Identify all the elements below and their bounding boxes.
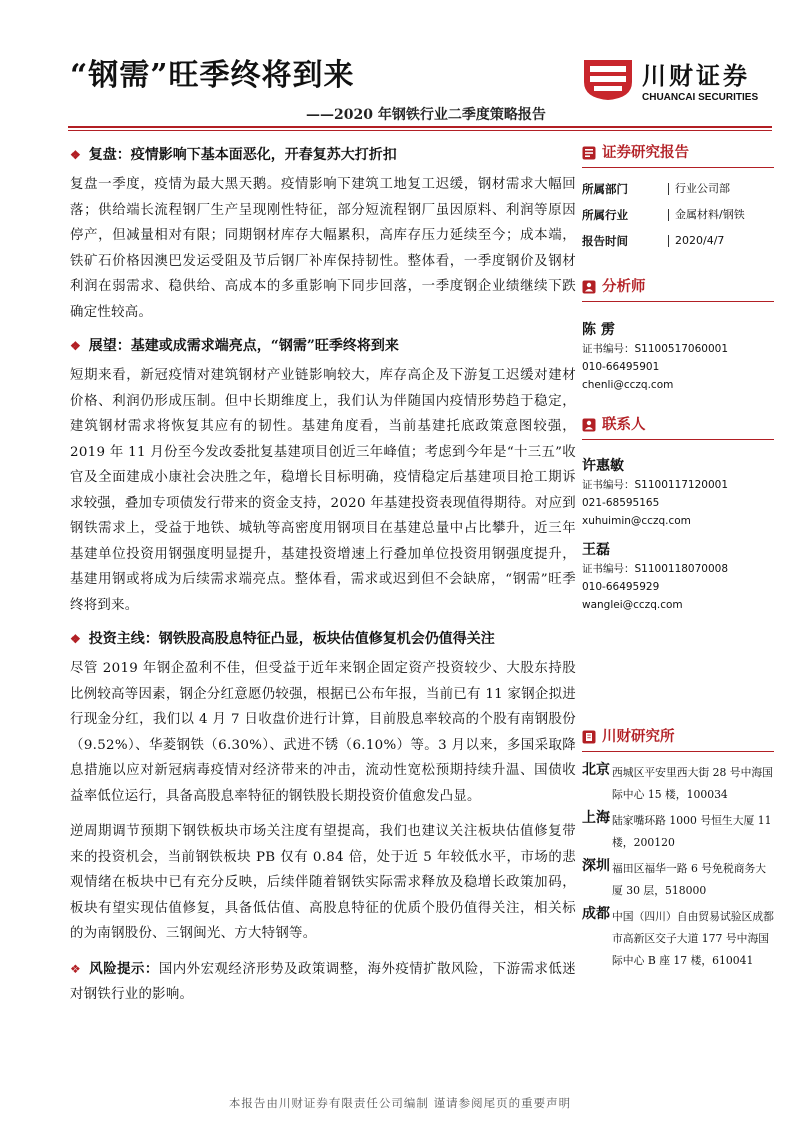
risk-text: 国内外宏观经济形势及政策调整，海外疫情扩散风险，下游需求低迷对钢铁行业的影响。 xyxy=(70,961,576,1002)
sidebar xyxy=(582,142,774,974)
contact-phone: 021-68595165 xyxy=(582,497,660,509)
contact-cert: 证书编号：S1100118070008 xyxy=(582,563,729,575)
building-icon xyxy=(582,730,596,744)
diamond-bullet-icon: ❖ xyxy=(70,632,81,646)
contact-phone: 010-66495929 xyxy=(582,581,660,593)
report-info-header: 证券研究报告 xyxy=(582,142,774,168)
header-rule xyxy=(68,126,772,128)
section-paragraph: 复盘一季度，疫情为最大黑天鹅。疫情影响下建筑工地复工迟缓，钢材需求大幅回落；供给端长流程钢厂生产呈现刚性特征，部分短流程钢厂虽因原料、利润等原因停产，但减量相对有限；同期钢材库存大幅累积，高库存压力延续至今；成本端，铁矿石价格因澳巴发运受阻及节后钢厂补库保持韧性。整体看，一季度钢价及钢材利润在弱需求、稳供给、高成本的多重影响下同步回落，一季度钢企业绩继续下跌确定性较高。 xyxy=(70,177,576,320)
section-heading-outlook: ❖ 展望：基建或成需求端亮点，“钢需”旺季终将到来 xyxy=(70,338,399,354)
info-date: 报告时间 2020/4/7 xyxy=(582,234,725,248)
contact-icon xyxy=(582,418,596,432)
office-shanghai: 上海 陆家嘴环路 1000 号恒生大厦 11 楼，200120 xyxy=(582,810,772,849)
contact-header: 联系人 xyxy=(582,414,774,440)
office-chengdu: 成都 中国（四川）自由贸易试验区成都市高新区交子大道 177 号中海国际中心 B 座 17 楼，610041 xyxy=(582,906,774,967)
section-paragraph: 逆周期调节预期下钢铁板块市场关注度有望提高，我们也建议关注板块估值修复带来的投资机会，当前钢铁板块 PB 仅有 0.84 倍，处于近 5 年较低水平，市场的悲观情绪在板块中已有充分反映，后续伴随着钢铁实际需求释放及稳增长政策加码，板块有望实现估值修复，具备低估值、高股息特征的优质个股仍值得关注，相关标的为南钢股份、三钢闽光、方大特钢等。 xyxy=(70,824,576,941)
section-paragraph: 短期来看，新冠疫情对建筑钢材产业链影响较大，库存高企及下游复工迟缓对建材价格、利润仍形成压制。但中长期维度上，我们认为伴随国内疫情形势趋于稳定，建筑钢材需求将恢复其应有的韧性。基建角度看，当前基建托底政策意图较强，2019 年 11 月份至今发改委批复基建项目创近三年峰值；考虑到今年是“十三五”收官及全面建成小康社会决胜之年，稳增长目标明确，疫情稳定后基建项目抢工期诉求较强，叠加专项债发行带来的资金支持，2020 年基建投资表现值得期待。对应到钢铁需求上，受益于地铁、城轨等高密度用钢项目在基建总量中占比攀升，近三年基建单位投资用钢强度明显提升，基建投资增速上行叠加单位投资用钢强度提升，基建用钢或将成为后续需求端亮点。整体看，需求或迟到但不会缺席，“钢需”旺季终将到来。 xyxy=(70,368,576,613)
report-subtitle: ——2020 年钢铁行业二季度策略报告 xyxy=(306,107,546,123)
page-footer: 本报告由川财证券有限责任公司编制 谨请参阅尾页的重要声明 xyxy=(228,1096,572,1110)
report-title: “钢需”旺季终将到来 xyxy=(70,58,355,93)
logo-english-name: CHUANCAI SECURITIES xyxy=(642,92,759,103)
company-logo xyxy=(582,54,772,110)
contact-card xyxy=(582,540,774,614)
analyst-header: 分析师 xyxy=(582,276,774,302)
info-industry: 所属行业 金属材料/钢铁 xyxy=(582,208,745,222)
analyst-cert: 证书编号：S1100517060001 xyxy=(582,343,729,355)
diamond-bullet-icon: ❖ xyxy=(70,148,81,162)
contact-email[interactable]: xuhuimin@cczq.com xyxy=(582,515,691,527)
office-shenzhen: 深圳 福田区福华一路 6 号免税商务大厦 30 层，518000 xyxy=(582,858,767,897)
contact-name: 许惠敏 xyxy=(582,458,624,474)
info-department: 所属部门 行业公司部 xyxy=(582,182,730,196)
header-rule-thin xyxy=(68,130,772,131)
logo-chinese-name: 川财证券 xyxy=(642,62,750,90)
risk-warning xyxy=(70,957,576,1008)
analyst-phone: 010-66495901 xyxy=(582,361,660,373)
analyst-name: 陈 雳 xyxy=(582,322,615,338)
contact-cert: 证书编号：S1100117120001 xyxy=(582,479,729,491)
contact-name: 王磊 xyxy=(582,542,610,558)
risk-label: 风险提示： xyxy=(89,960,159,977)
contact-email[interactable]: wanglei@cczq.com xyxy=(582,599,683,611)
analyst-icon xyxy=(582,280,596,294)
section-heading-review: ❖ 复盘：疫情影响下基本面恶化，开春复苏大打折扣 xyxy=(70,147,397,163)
section-heading-investment: ❖ 投资主线：钢铁股高股息特征凸显，板块估值修复机会仍值得关注 xyxy=(70,631,495,647)
diamond-bullet-icon: ❖ xyxy=(70,961,82,976)
diamond-bullet-icon: ❖ xyxy=(70,339,81,353)
document-icon xyxy=(582,146,596,160)
analyst-card xyxy=(582,320,774,394)
chuancai-logo-icon xyxy=(582,54,634,100)
main-content xyxy=(70,142,576,1008)
office-beijing: 北京 西城区平安里西大街 28 号中海国际中心 15 楼，100034 xyxy=(582,762,773,801)
section-paragraph: 尽管 2019 年钢企盈利不佳，但受益于近年来钢企固定资产投资较少、大股东持股比例较高等因素，钢企分红意愿仍较强，根据已公布年报，当前已有 11 家钢企拟进行现金分红，我们以 4 月 7 日收盘价进行计算，目前股息率较高的个股有南钢股份（9.52%）、华菱钢铁（6.30%）、武进不锈（6.10%）等。3 月以来，多国采取降息措施以应对新冠病毒疫情对经济带来的冲击，流动性宽松预期持续升温、国债收益率低位运行，具备高股息率特征的钢铁股长期投资价值愈发凸显。 xyxy=(70,661,576,804)
contact-card xyxy=(582,456,774,530)
institute-header: 川财研究所 xyxy=(582,726,774,752)
analyst-email[interactable]: chenli@cczq.com xyxy=(582,379,674,391)
